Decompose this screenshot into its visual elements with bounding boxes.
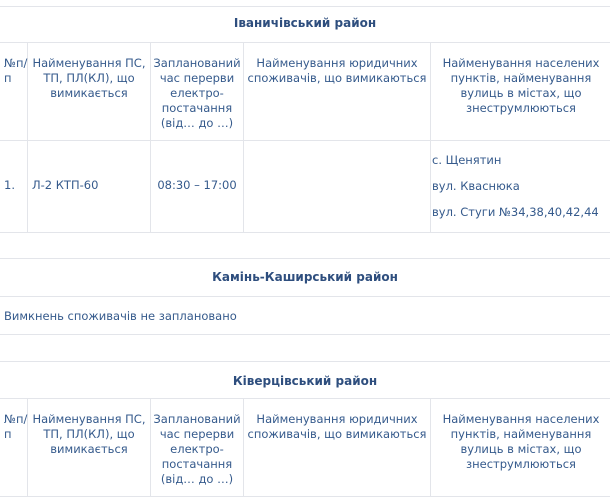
row-ps: Л-2 КТП-60 (32, 178, 99, 192)
row-num: 1. (4, 178, 15, 192)
header-settlements: Найменування населених пунктів, найменування вулиць в містах, що знеструмлюються (442, 56, 600, 115)
row-street: вул. Кваснюка (432, 179, 520, 193)
header-ps: Найменування ПС, ТП, ПЛ(КЛ), що вимикається (32, 56, 146, 100)
table-border (0, 361, 610, 362)
table-border (0, 334, 610, 335)
district-title: Камінь-Каширський район (212, 270, 398, 284)
header-time: Запланований час перерви електро-постачання (від… до …) (153, 56, 241, 130)
table-border (0, 258, 610, 259)
row-place: с. Щенятин (432, 153, 502, 167)
row-street: вул. Стуги №34,38,40,42,44 (432, 205, 599, 219)
table-border (0, 6, 610, 7)
header-settlements: Найменування населених пунктів, найменування вулиць в містах, що знеструмлюються (442, 412, 600, 471)
header-legal: Найменування юридичних споживачів, що вимикаються (247, 56, 427, 85)
table-border (0, 232, 610, 233)
no-outage-note: Вимкнень споживачів не заплановано (4, 309, 237, 323)
header-num: №п/п (4, 56, 28, 85)
header-ps: Найменування ПС, ТП, ПЛ(КЛ), що вимикається (32, 412, 146, 456)
header-legal: Найменування юридичних споживачів, що вимикаються (247, 412, 427, 441)
header-time: Запланований час перерви електро-постачання (від… до …) (153, 412, 241, 486)
header-num: №п/п (4, 412, 28, 441)
table-border (0, 42, 610, 43)
district-title: Іваничівський район (233, 16, 377, 30)
table-border (0, 140, 610, 141)
table-border (0, 398, 610, 399)
table-border (0, 296, 610, 297)
row-time: 08:30 – 17:00 (157, 178, 237, 192)
district-title: Ківерцівський район (232, 374, 378, 388)
